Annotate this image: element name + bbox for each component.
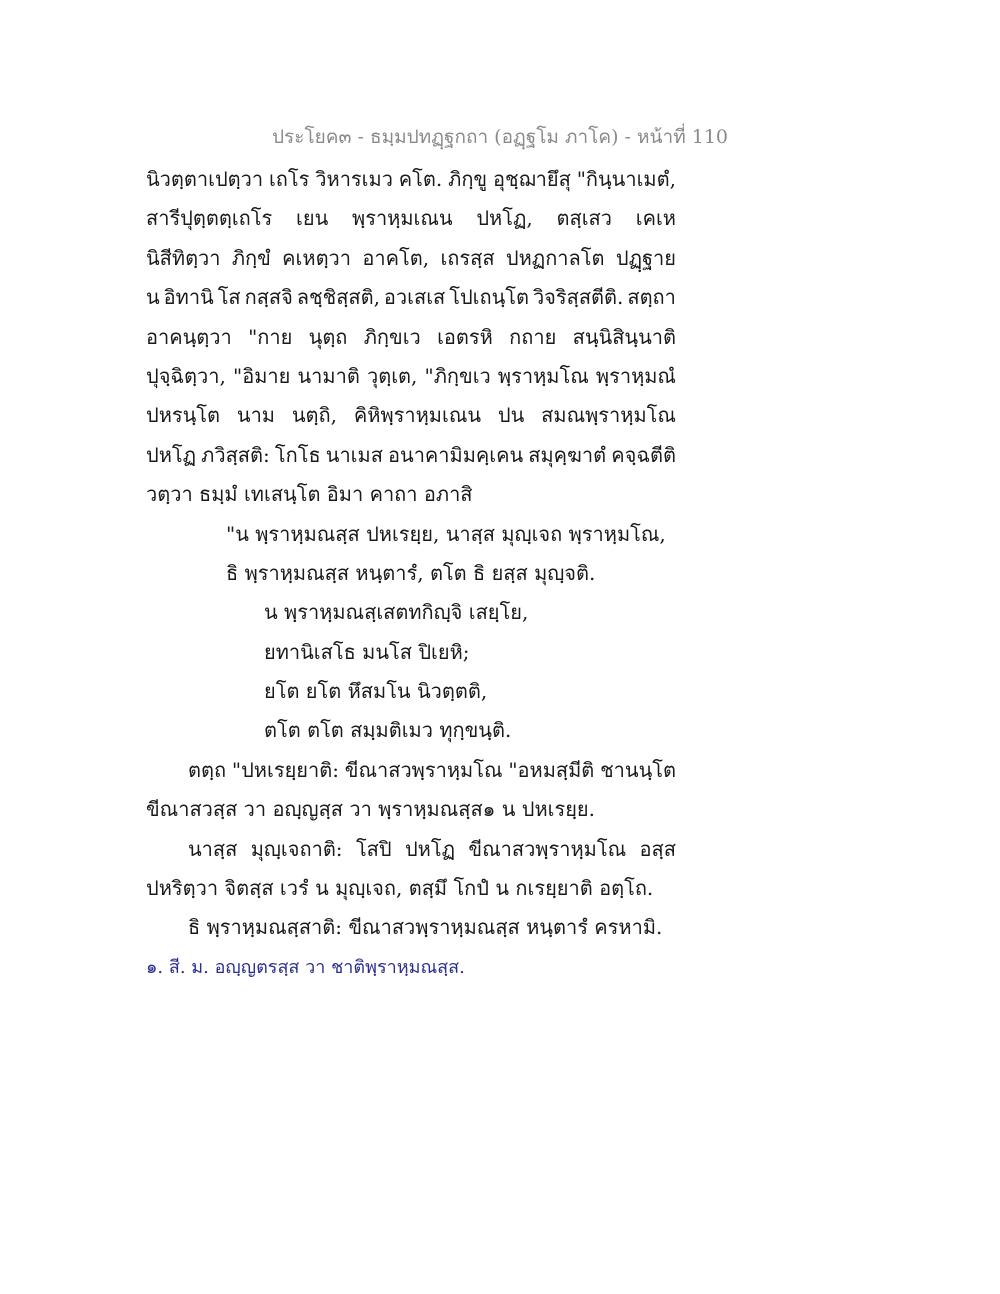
word: ปน <box>497 403 525 428</box>
word: พฺราหฺมณํ <box>595 363 676 388</box>
word: วุตฺเต, <box>366 363 418 388</box>
text-line <box>146 199 676 238</box>
word: เถโร <box>268 167 310 191</box>
word: อาคโต, <box>362 245 430 270</box>
word: กถาย <box>509 324 557 349</box>
word: คิหิพฺราหฺมเณน <box>353 403 482 428</box>
word: ขีณาสวพฺราหฺมโณ <box>344 757 503 782</box>
word: วิหารเมว <box>315 167 393 191</box>
word: น <box>146 285 160 310</box>
word: เอตรหิ <box>437 324 493 349</box>
word: มุญฺเจถาติ: <box>250 836 343 861</box>
word: ภิกฺขเว <box>363 324 421 349</box>
word: นาม <box>236 403 275 428</box>
word: อาคนฺตฺวา <box>146 324 232 349</box>
word: กสฺสจิ <box>244 285 293 310</box>
word: สตฺถา <box>627 285 676 310</box>
word: โปเถนฺโต <box>449 285 529 310</box>
verse-line: ยโต ยโต หึสมโน นิวตฺตติ, <box>264 679 488 704</box>
word: สมุคฺฆาตํ <box>528 442 607 467</box>
commentary <box>146 751 676 948</box>
word: ตตฺถ <box>188 757 227 782</box>
word: อุชฺฌายึสุ <box>492 167 571 191</box>
word: นตฺถิ, <box>291 403 338 428</box>
body-text <box>146 160 676 987</box>
word: "อิมาย <box>233 363 291 388</box>
text-line <box>146 318 676 357</box>
text-line <box>146 239 676 278</box>
verse-line: ตโต ตโต สมฺมติเมว ทุกฺขนฺติ. <box>264 718 512 743</box>
word: ปหฏกาลโต <box>505 245 605 270</box>
word: ภวิสฺสติ: <box>201 442 270 467</box>
text-line: ธิ พฺราหฺมณสฺสาติ: ขีณาสวพฺราหฺมณสฺส หนฺตารํ ครหามิ. <box>188 915 663 940</box>
word: คจฺฉตีติ <box>611 442 676 467</box>
text-line: ปหริตฺวา จิตสฺส เวรํ น มุญฺเจถ, ตสฺมึ โกปํ น กเรยฺยาติ อตฺโถ. <box>146 876 654 901</box>
word: อิทานิ <box>163 285 214 310</box>
word: "กาย <box>248 324 293 349</box>
text-line: ขีณาสวสฺส วา อญฺญสฺส วา พฺราหฺมณสฺส๑ น ปหเรยฺย. <box>146 797 595 822</box>
text-line: วตฺวา ธมฺมํ เทเสนฺโต อิมา คาถา อภาสิ <box>146 482 473 507</box>
word: โกโธ <box>274 442 321 467</box>
text-line <box>146 396 676 435</box>
verse-line: "น พฺราหฺมณสฺส ปหเรยฺย, นาสฺส มุญฺเจถ พฺราหฺมโณ, <box>226 521 666 546</box>
word: ตสฺเสว <box>556 206 612 231</box>
word: พฺราหฺมโณ <box>497 363 589 388</box>
word: สนฺนิสินฺนาติ <box>572 324 676 349</box>
word: ปหโฏ <box>146 442 197 467</box>
word: ปหโฏ <box>404 836 456 861</box>
word: เยน <box>296 206 329 231</box>
word: อนาคามิมคฺเคน <box>388 442 524 467</box>
verse-line: ธิ พฺราหฺมณสฺส หนฺตารํ, ตโต ธิ ยสฺส มุญฺจติ. <box>226 560 596 585</box>
word: นิสีทิตฺวา <box>146 245 221 270</box>
word: "กินฺนาเมตํ, <box>576 167 676 191</box>
word: วิจริสฺสตีติ. <box>532 285 624 310</box>
word: สมณพฺราหฺมโณ <box>541 403 676 428</box>
word: นามาติ <box>297 363 360 388</box>
word: คโต. <box>398 167 443 191</box>
word: เคเห <box>635 206 676 231</box>
text-line <box>146 751 676 790</box>
verse-line: น พฺราหฺมณสฺเสตทกิญฺจิ เสยฺโย, <box>264 600 529 625</box>
word: ปุจฺฉิตฺวา, <box>146 363 226 388</box>
word: ชานนฺโต <box>600 757 676 782</box>
word: อสฺส <box>639 836 676 861</box>
paragraph <box>146 160 676 515</box>
word: พฺราหฺมเณน <box>352 206 453 231</box>
word: ปหโฏ, <box>476 206 533 231</box>
text-line <box>146 830 676 869</box>
word: ปหรนฺโต <box>146 403 221 428</box>
text-line <box>146 160 676 199</box>
text-line <box>146 357 676 396</box>
text-line <box>146 436 676 475</box>
verse-line: ยทานิเสโธ มนโส ปิเยหิ; <box>264 639 470 664</box>
word: เถรสฺส <box>440 245 495 270</box>
word: "ภิกฺขเว <box>424 363 491 388</box>
word: ลชฺชิสฺสติ, <box>296 285 380 310</box>
word: คเหตฺวา <box>282 245 352 270</box>
word: อวเสเส <box>383 285 446 310</box>
word: นาเมส <box>325 442 383 467</box>
word: ภิกฺขํ <box>231 245 271 270</box>
word: ขีณาสวพฺราหฺมโณ <box>468 836 627 861</box>
footnote: ๑. สี. ม. อญฺญตรสฺส วา ชาติพฺราหฺมณสฺส. <box>146 956 465 978</box>
word: สารีปุตฺตตฺเถโร <box>146 206 273 231</box>
word: ปฏฺฐาย <box>615 245 676 270</box>
word: โสปิ <box>355 836 392 861</box>
verse-block <box>146 515 676 751</box>
page-header: ประโยค๓ - ธมฺมปทฏฺฐกถา (อฏฺฐโม ภาโค) - หน้าที่ 110 <box>271 126 729 148</box>
word: โส <box>217 285 241 310</box>
word: ภิกฺขู <box>448 167 488 191</box>
word: "ปหเรยฺยาติ: <box>231 757 339 782</box>
word: นุตฺถ <box>308 324 348 349</box>
word: นาสฺส <box>188 836 238 861</box>
text-line <box>146 278 676 317</box>
word: "อหมสฺมีติ <box>508 757 595 782</box>
word: นิวตฺตาเปตฺวา <box>146 167 264 191</box>
